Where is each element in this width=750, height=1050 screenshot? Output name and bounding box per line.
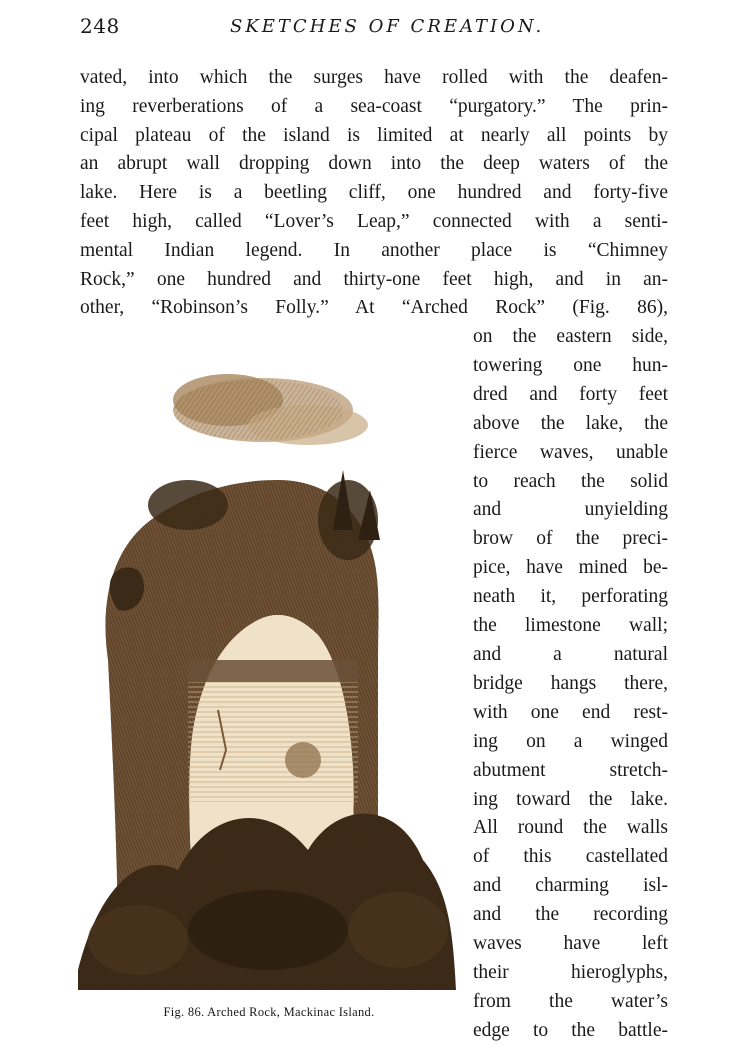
text-line: above the lake, the bbox=[473, 412, 668, 434]
text-line: bridge hangs there, bbox=[473, 672, 668, 694]
text-line: mental Indian legend. In another place is “Chimney bbox=[80, 239, 668, 261]
text-line: an abrupt wall dropping down into the deep waters of the bbox=[80, 153, 668, 175]
text-line: All round the walls bbox=[473, 817, 668, 839]
running-title: SKETCHES OF CREATION. bbox=[230, 16, 545, 37]
text-line: fierce waves, unable bbox=[473, 441, 668, 463]
text-line: dred and forty feet bbox=[473, 383, 668, 405]
text-line: ing reverberations of a sea-coast “purgatory.” The prin- bbox=[80, 95, 668, 117]
text-line: other, “Robinson’s Folly.” At “Arched Rock” (Fig. 86), bbox=[80, 297, 668, 319]
text-line: towering one hun- bbox=[473, 354, 668, 376]
text-line: cipal plateau of the island is limited at nearly all points by bbox=[80, 124, 668, 146]
text-line: and a natural bbox=[473, 643, 668, 665]
text-line: edge to the battle- bbox=[473, 1019, 668, 1041]
text-line: vated, into which the surges have rolled with the deafen- bbox=[80, 67, 668, 88]
text-line: abutment stretch- bbox=[473, 759, 668, 781]
text-line: brow of the preci- bbox=[473, 528, 668, 550]
text-line: on the eastern side, bbox=[473, 326, 668, 347]
text-line: the limestone wall; bbox=[473, 615, 668, 637]
text-line: lake. Here is a beetling cliff, one hundred and forty-five bbox=[80, 182, 668, 204]
text-line: and unyielding bbox=[473, 499, 668, 521]
page-header bbox=[80, 14, 666, 42]
cloud bbox=[173, 374, 368, 445]
figure-caption: Fig. 86. Arched Rock, Mackinac Island. bbox=[163, 1005, 375, 1019]
text-line: feet high, called “Lover’s Leap,” connected with a senti- bbox=[80, 210, 668, 232]
text-line: ing toward the lake. bbox=[473, 788, 668, 810]
arched-rock-illustration bbox=[78, 330, 456, 990]
text-line: to reach the solid bbox=[473, 470, 668, 492]
text-line: and the recording bbox=[473, 904, 668, 926]
text-line: ing on a winged bbox=[473, 730, 668, 752]
text-line: with one end rest- bbox=[473, 701, 668, 723]
text-line: of this castellated bbox=[473, 846, 668, 868]
page-number: 248 bbox=[80, 14, 120, 38]
text-line: Rock,” one hundred and thirty-one feet high, and in an- bbox=[80, 268, 668, 290]
text-line: waves have left bbox=[473, 933, 668, 955]
body-text-full-width bbox=[80, 64, 668, 323]
text-line: and charming isl- bbox=[473, 875, 668, 897]
text-line: from the water’s bbox=[473, 990, 668, 1012]
text-line: neath it, perforating bbox=[473, 586, 668, 608]
text-line: pice, have mined be- bbox=[473, 557, 668, 579]
text-line: their hieroglyphs, bbox=[473, 961, 668, 983]
body-text-side-column bbox=[473, 323, 668, 1046]
